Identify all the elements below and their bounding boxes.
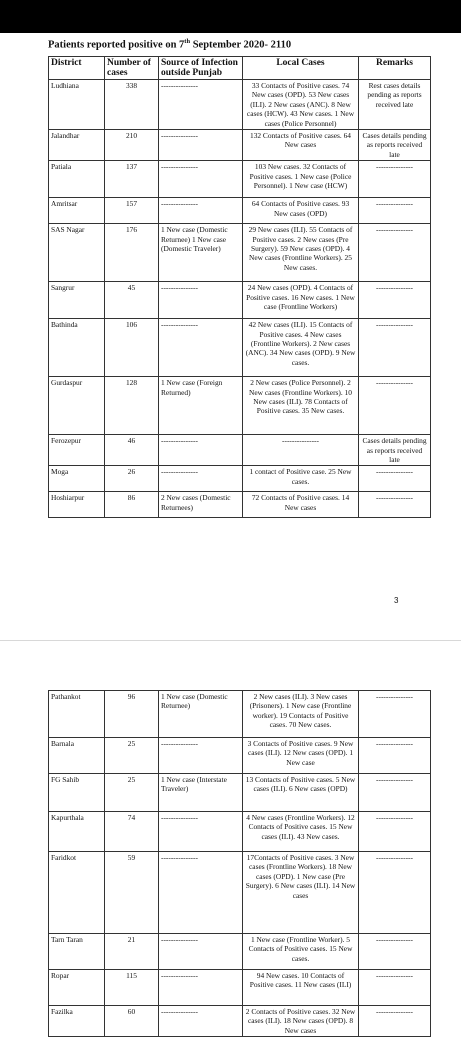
local-cases-cell: 24 New cases (OPD). 4 Contacts of Positive cases. 16 New cases. 1 New case (Frontline Workers) [243,282,359,319]
source-cell: --------------- [159,80,243,130]
source-cell: --------------- [159,812,243,852]
table-row [49,80,431,130]
header-remarks: Remarks [359,57,431,80]
cases-cell: 25 [105,738,159,774]
source-cell: 2 New cases (Domestic Returnees) [159,492,243,518]
district-cell: Pathankot [49,691,105,738]
remarks-cell: --------------- [359,852,431,934]
header-source-of-infection: Source of Infection outside Punjab [159,57,243,80]
table-row [49,492,431,518]
district-cell: Ropar [49,970,105,1006]
local-cases-cell: 1 contact of Positive case. 25 New cases. [243,466,359,492]
local-cases-cell: 13 Contacts of Positive cases. 5 New cases (ILI). 6 New cases (OPD) [243,774,359,812]
district-cell: Tarn Taran [49,934,105,970]
table-row [49,319,431,377]
table-row [49,466,431,492]
remarks-cell: --------------- [359,466,431,492]
header-number-of-cases: Number of cases [105,57,159,80]
title-prefix: Patients reported positive on 7 [48,39,185,51]
cases-cell: 137 [105,161,159,198]
district-cell: Hoshiarpur [49,492,105,518]
cases-cell: 59 [105,852,159,934]
source-cell: --------------- [159,198,243,224]
source-cell: --------------- [159,970,243,1006]
local-cases-cell: 103 New cases. 32 Contacts of Positive cases. 1 New case (Police Personnel). 1 New case (HCW) [243,161,359,198]
local-cases-cell: 1 New case (Frontline Worker). 5 Contacts of Positive cases. 15 New cases. [243,934,359,970]
local-cases-cell: 94 New cases. 10 Contacts of Positive cases. 11 New cases (ILI) [243,970,359,1006]
local-cases-cell: 2 Contacts of Positive cases. 32 New cases (ILI). 18 New cases (OPD). 8 New cases [243,1006,359,1037]
district-cell: Kapurthala [49,812,105,852]
local-cases-cell: 2 New cases (Police Personnel). 2 New cases (Frontline Workers). 10 New cases (ILI). 78 Contacts of Positive cases. 35 New cases. [243,377,359,435]
table-row [49,161,431,198]
cases-cell: 96 [105,691,159,738]
district-cell: FG Sahib [49,774,105,812]
district-cell: Fazilka [49,1006,105,1037]
source-cell: --------------- [159,130,243,161]
source-cell: --------------- [159,852,243,934]
top-black-bar [0,0,461,33]
cases-cell: 21 [105,934,159,970]
table-row [49,812,431,852]
table-row [49,1006,431,1037]
table-row [49,282,431,319]
remarks-cell: --------------- [359,934,431,970]
source-cell: --------------- [159,435,243,466]
page-number: 3 [394,596,399,605]
remarks-cell: --------------- [359,198,431,224]
table-row [49,377,431,435]
local-cases-cell: 132 Contacts of Positive cases. 64 New cases [243,130,359,161]
remarks-cell: --------------- [359,738,431,774]
table-row [49,738,431,774]
cases-cell: 115 [105,970,159,1006]
cases-cell: 338 [105,80,159,130]
local-cases-cell: --------------- [243,435,359,466]
table-row [49,970,431,1006]
cases-cell: 210 [105,130,159,161]
source-cell: --------------- [159,1006,243,1037]
table-row [49,691,431,738]
remarks-cell: --------------- [359,774,431,812]
remarks-cell: --------------- [359,812,431,852]
header-local-cases: Local Cases [243,57,359,80]
header-district: District [49,57,105,80]
table-body-page-1 [49,80,431,518]
local-cases-cell: 4 New cases (Frontline Workers). 12 Contacts of Positive cases. 15 New cases (ILI). 43 New cases. [243,812,359,852]
source-cell: 1 New case (Domestic Returnee) 1 New case (Domestic Traveler) [159,224,243,282]
cases-cell: 106 [105,319,159,377]
remarks-cell: --------------- [359,691,431,738]
source-cell: 1 New case (Domestic Returnee) [159,691,243,738]
title-superscript: th [184,38,191,45]
source-cell: 1 New case (Interstate Traveler) [159,774,243,812]
district-cell: Gurdaspur [49,377,105,435]
local-cases-cell: 17Contacts of Positive cases. 3 New cases (Frontline Workers). 18 New cases (OPD). 1 New case (Pre Surgery). 6 New cases (ILI). 14 New cases [243,852,359,934]
district-cell: Patiala [49,161,105,198]
local-cases-cell: 42 New cases (ILI). 15 Contacts of Positive cases. 4 New cases (Frontline Workers). 2 New cases (ANC). 34 New cases (OPD). 9 New cases. [243,319,359,377]
district-cell: Barnala [49,738,105,774]
remarks-cell: --------------- [359,161,431,198]
source-cell: 1 New case (Foreign Returned) [159,377,243,435]
cases-cell: 45 [105,282,159,319]
district-cell: Faridkot [49,852,105,934]
source-cell: --------------- [159,934,243,970]
cases-table-page-2 [48,690,431,1037]
table-row [49,852,431,934]
remarks-cell: Cases details pending as reports received late [359,435,431,466]
district-cell: SAS Nagar [49,224,105,282]
table-row [49,435,431,466]
cases-cell: 26 [105,466,159,492]
local-cases-cell: 3 Contacts of Positive cases. 9 New cases (ILI). 12 New cases (OPD). 1 New case [243,738,359,774]
cases-table-page-1 [48,56,431,518]
remarks-cell: --------------- [359,377,431,435]
cases-cell: 60 [105,1006,159,1037]
remarks-cell: --------------- [359,1006,431,1037]
page-separator [0,640,461,641]
remarks-cell: Cases details pending as reports received late [359,130,431,161]
source-cell: --------------- [159,319,243,377]
remarks-cell: --------------- [359,970,431,1006]
remarks-cell: --------------- [359,319,431,377]
source-cell: --------------- [159,466,243,492]
district-cell: Moga [49,466,105,492]
table-body-page-2 [49,691,431,1037]
cases-cell: 128 [105,377,159,435]
district-cell: Jalandhar [49,130,105,161]
district-cell: Amritsar [49,198,105,224]
remarks-cell: --------------- [359,224,431,282]
source-cell: --------------- [159,738,243,774]
remarks-cell: --------------- [359,282,431,319]
title-suffix: September 2020- 2110 [190,39,292,51]
local-cases-cell: 72 Contacts of Positive cases. 14 New cases [243,492,359,518]
remarks-cell: --------------- [359,492,431,518]
table-row [49,224,431,282]
source-cell: --------------- [159,161,243,198]
cases-cell: 46 [105,435,159,466]
cases-cell: 176 [105,224,159,282]
cases-cell: 157 [105,198,159,224]
local-cases-cell: 2 New cases (ILI). 3 New cases (Prisoners). 1 New case (Frontline worker). 19 Contacts of Positive cases. 70 New cases. [243,691,359,738]
district-cell: Ferozepur [49,435,105,466]
table-row [49,130,431,161]
document-title [48,38,291,51]
table-row [49,934,431,970]
table-row [49,774,431,812]
source-cell: --------------- [159,282,243,319]
table-header-row [49,57,431,80]
local-cases-cell: 64 Contacts of Positive cases. 93 New cases (OPD) [243,198,359,224]
local-cases-cell: 33 Contacts of Positive cases. 74 New cases (OPD). 53 New cases (ILI). 2 New cases (ANC). 8 New cases (HCW). 43 New cases. 1 New cases (Police Personnel) [243,80,359,130]
district-cell: Sangrur [49,282,105,319]
cases-cell: 74 [105,812,159,852]
local-cases-cell: 29 New cases (ILI). 55 Contacts of Positive cases. 2 New cases (Pre Surgery). 59 New cases (OPD). 4 New cases (Frontline Workers). 25 New cases. [243,224,359,282]
district-cell: Bathinda [49,319,105,377]
remarks-cell: Rest cases details pending as reports received late [359,80,431,130]
cases-cell: 25 [105,774,159,812]
district-cell: Ludhiana [49,80,105,130]
cases-cell: 86 [105,492,159,518]
table-row [49,198,431,224]
